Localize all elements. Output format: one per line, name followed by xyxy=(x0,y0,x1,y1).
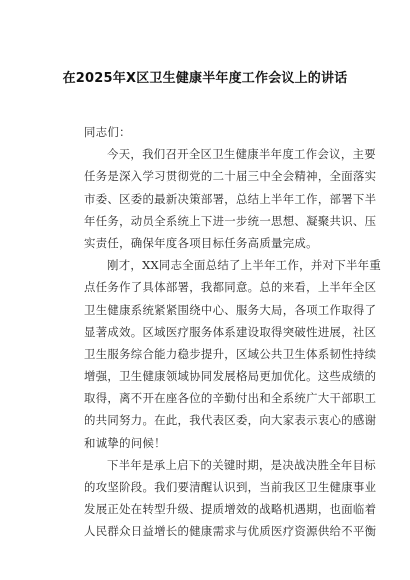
paragraph-line: 卫生服务综合能力稳步提升，区域公共卫生体系韧性持续 xyxy=(84,346,377,361)
paragraph-1 xyxy=(84,143,377,254)
document-title: 在2025年X区卫生健康半年度工作会议上的讲话 xyxy=(62,71,348,86)
paragraph-line: 人民群众日益增长的健康需求与优质医疗资源供给不平衡 xyxy=(84,524,377,539)
paragraph-line: 取得，离不开在座各位的辛勤付出和全系统广大干部职工 xyxy=(84,391,377,406)
paragraph-line: 增强，卫生健康领域协同发展格局更加优化。这些成绩的 xyxy=(84,369,377,384)
paragraph-line: 显著成效。区域医疗服务体系建设取得突破性进展，社区 xyxy=(84,324,377,339)
paragraph-3 xyxy=(84,454,377,543)
paragraph-line: 卫生健康系统紧紧围绕中心、服务大局，各项工作取得了 xyxy=(84,302,377,317)
paragraph-line: 市委、区委的最新决策部署，总结上半年工作，部署下半 xyxy=(84,191,377,206)
document-body xyxy=(84,121,382,543)
paragraph-line: 的攻坚阶段。我们要清醒认识到，当前我区卫生健康事业 xyxy=(84,480,377,494)
paragraph-line: 和诚挚的问候！ xyxy=(84,435,166,450)
paragraph-line: 点任务作了具体部署，我都同意。总的来看，上半年全区 xyxy=(84,280,377,295)
paragraph-line: 刚才，XX同志全面总结了上半年工作，并对下半年重 xyxy=(107,258,382,273)
salutation: 同志们： xyxy=(84,125,131,139)
paragraph-line: 的共同努力。在此，我代表区委，向大家表示衷心的感谢 xyxy=(84,413,377,428)
paragraph-2 xyxy=(84,254,382,454)
paragraph-line: 今天，我们召开全区卫生健康半年度工作会议，主要 xyxy=(107,147,376,162)
paragraph-line: 下半年是承上启下的关键时期，是决战决胜全年目标 xyxy=(107,457,376,472)
paragraph-line: 实责任，确保年度各项目标任务高质量完成。 xyxy=(84,235,318,250)
paragraph-line: 任务是深入学习贯彻党的二十届三中全会精神，全面落实 xyxy=(84,169,377,184)
paragraph-line: 发展正处在转型升级、提质增效的战略机遇期，也面临着 xyxy=(84,502,377,517)
paragraph-line: 年任务，动员全系统上下进一步统一思想、凝聚共识、压 xyxy=(84,213,377,228)
